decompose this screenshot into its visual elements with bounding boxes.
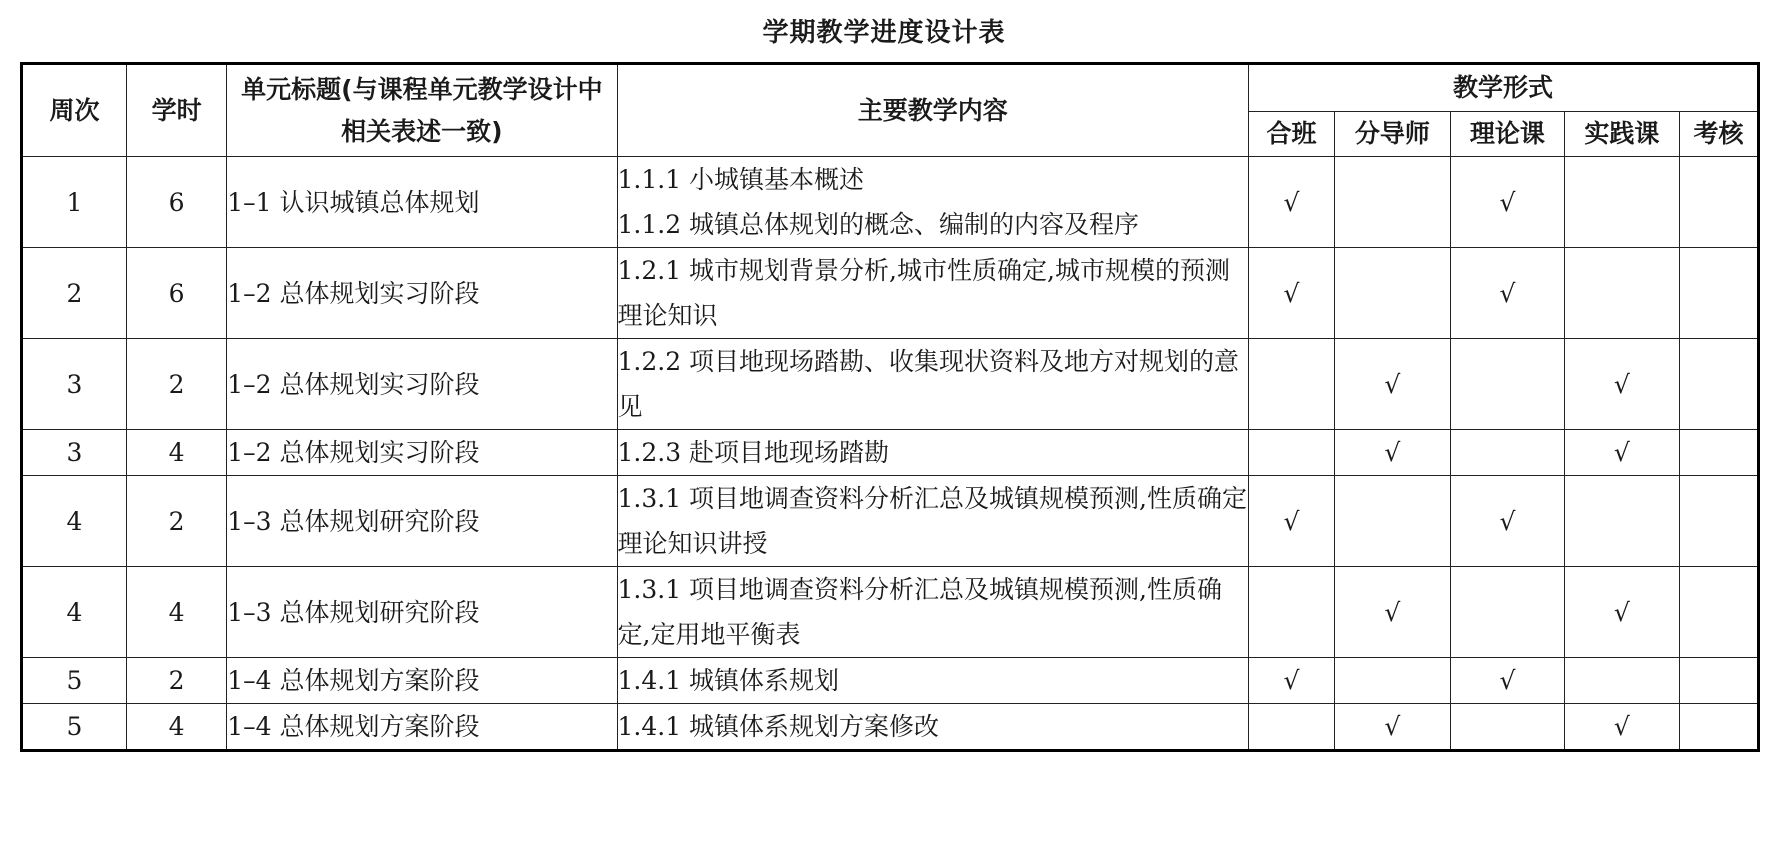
mark-exam	[1679, 430, 1758, 476]
cell-content	[617, 658, 1249, 704]
cell-hours: 4	[126, 567, 226, 658]
cell-week: 4	[22, 567, 127, 658]
cell-unit-title: 1–4 总体规划方案阶段	[227, 658, 617, 704]
header-form-theory: 理论课	[1450, 112, 1564, 157]
content-line: 1.2.2 项目地现场踏勘、收集现状资料及地方对规划的意见	[617, 347, 1240, 421]
mark-theory	[1450, 339, 1564, 430]
cell-content	[617, 248, 1249, 339]
cell-unit-title: 1–4 总体规划方案阶段	[227, 704, 617, 751]
cell-hours: 6	[126, 248, 226, 339]
table-title: 学期教学进度设计表	[762, 18, 1006, 48]
mark-exam	[1679, 567, 1758, 658]
mark-combined: √	[1249, 476, 1335, 567]
mark-tutor: √	[1334, 339, 1450, 430]
mark-tutor: √	[1334, 430, 1450, 476]
mark-practice: √	[1564, 704, 1679, 751]
table-row	[22, 248, 1759, 339]
mark-exam	[1679, 157, 1758, 248]
cell-content	[617, 430, 1249, 476]
content-line: 1.2.3 赴项目地现场踏勘	[617, 438, 890, 467]
cell-week: 5	[22, 704, 127, 751]
cell-content	[617, 476, 1249, 567]
mark-theory: √	[1450, 157, 1564, 248]
cell-hours: 2	[126, 658, 226, 704]
mark-tutor	[1334, 248, 1450, 339]
mark-practice: √	[1564, 567, 1679, 658]
cell-unit-title: 1–1 认识城镇总体规划	[227, 157, 617, 248]
header-form-exam: 考核	[1679, 112, 1758, 157]
mark-practice: √	[1564, 339, 1679, 430]
mark-exam	[1679, 476, 1758, 567]
cell-hours: 4	[126, 430, 226, 476]
mark-combined	[1249, 567, 1335, 658]
header-hours: 学时	[126, 64, 226, 157]
cell-content	[617, 704, 1249, 751]
table-row	[22, 476, 1759, 567]
cell-content	[617, 157, 1249, 248]
table-row	[22, 430, 1759, 476]
cell-unit-title: 1–2 总体规划实习阶段	[227, 430, 617, 476]
header-form-tutor: 分导师	[1334, 112, 1450, 157]
cell-week: 4	[22, 476, 127, 567]
cell-hours: 2	[126, 476, 226, 567]
cell-week: 2	[22, 248, 127, 339]
cell-unit-title: 1–2 总体规划实习阶段	[227, 339, 617, 430]
mark-tutor: √	[1334, 567, 1450, 658]
mark-theory	[1450, 430, 1564, 476]
content-line: 1.2.1 城市规划背景分析,城市性质确定,城市规模的预测理论知识	[617, 256, 1230, 330]
cell-hours: 6	[126, 157, 226, 248]
mark-practice	[1564, 658, 1679, 704]
mark-theory	[1450, 704, 1564, 751]
cell-unit-title: 1–3 总体规划研究阶段	[227, 476, 617, 567]
content-line: 1.1.2 城镇总体规划的概念、编制的内容及程序	[617, 210, 1140, 239]
mark-combined	[1249, 339, 1335, 430]
header-form-practice: 实践课	[1564, 112, 1679, 157]
mark-exam	[1679, 704, 1758, 751]
mark-theory	[1450, 567, 1564, 658]
mark-practice	[1564, 476, 1679, 567]
mark-practice: √	[1564, 430, 1679, 476]
mark-exam	[1679, 658, 1758, 704]
mark-practice	[1564, 157, 1679, 248]
content-line: 1.4.1 城镇体系规划方案修改	[617, 712, 940, 741]
mark-tutor	[1334, 658, 1450, 704]
table-row	[22, 704, 1759, 751]
mark-tutor	[1334, 476, 1450, 567]
table-row	[22, 567, 1759, 658]
mark-combined: √	[1249, 157, 1335, 248]
header-content: 主要教学内容	[617, 64, 1249, 157]
table-row	[22, 157, 1759, 248]
table-row	[22, 339, 1759, 430]
mark-theory: √	[1450, 476, 1564, 567]
cell-content	[617, 339, 1249, 430]
mark-combined	[1249, 430, 1335, 476]
table-header	[22, 64, 1759, 157]
cell-hours: 2	[126, 339, 226, 430]
cell-week: 1	[22, 157, 127, 248]
mark-theory: √	[1450, 658, 1564, 704]
schedule-table	[20, 62, 1760, 752]
cell-week: 3	[22, 430, 127, 476]
cell-unit-title: 1–2 总体规划实习阶段	[227, 248, 617, 339]
content-line: 1.3.1 项目地调查资料分析汇总及城镇规模预测,性质确定,定用地平衡表	[617, 575, 1223, 649]
mark-combined	[1249, 704, 1335, 751]
mark-tutor: √	[1334, 704, 1450, 751]
cell-week: 3	[22, 339, 127, 430]
cell-hours: 4	[126, 704, 226, 751]
mark-tutor	[1334, 157, 1450, 248]
mark-combined: √	[1249, 658, 1335, 704]
mark-exam	[1679, 248, 1758, 339]
mark-combined: √	[1249, 248, 1335, 339]
header-week: 周次	[22, 64, 127, 157]
content-line: 1.1.1 小城镇基本概述	[617, 165, 865, 194]
table-row	[22, 658, 1759, 704]
cell-content	[617, 567, 1249, 658]
content-line: 1.4.1 城镇体系规划	[617, 666, 840, 695]
cell-week: 5	[22, 658, 127, 704]
header-form-group: 教学形式	[1249, 64, 1759, 112]
header-form-combined: 合班	[1249, 112, 1335, 157]
header-unit-title: 单元标题(与课程单元教学设计中相关表述一致)	[227, 64, 617, 157]
cell-unit-title: 1–3 总体规划研究阶段	[227, 567, 617, 658]
mark-theory: √	[1450, 248, 1564, 339]
mark-practice	[1564, 248, 1679, 339]
content-line: 1.3.1 项目地调查资料分析汇总及城镇规模预测,性质确定理论知识讲授	[617, 484, 1248, 558]
mark-exam	[1679, 339, 1758, 430]
table-body	[22, 157, 1759, 751]
